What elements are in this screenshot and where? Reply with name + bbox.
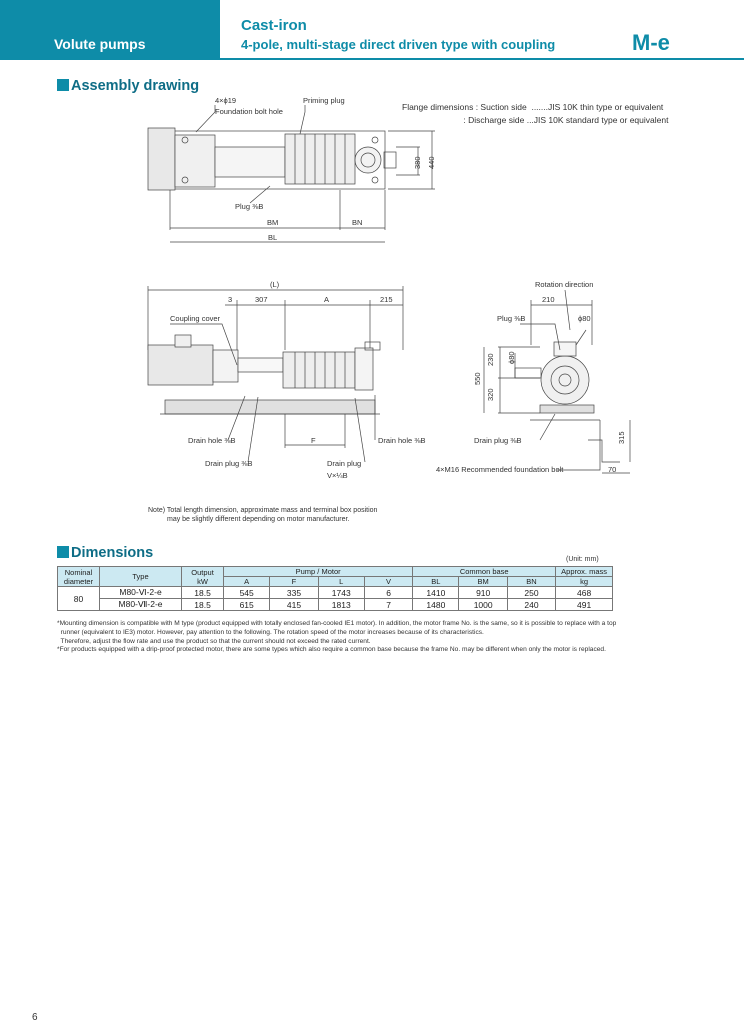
note-line2: may be slightly different depending on motor manufacturer. (167, 516, 350, 523)
side-view-drawing (148, 286, 403, 462)
side-dim-a: A (324, 295, 330, 304)
th-output (182, 567, 224, 587)
cell-type: M80-Ⅵ-2-e (100, 587, 182, 599)
th-v: V (364, 577, 412, 587)
side-dim-l: (L) (270, 280, 280, 289)
th-bl: BL (413, 577, 459, 587)
cell-mass: 491 (556, 599, 613, 611)
th-l: L (318, 577, 364, 587)
dimensions-table (57, 566, 613, 611)
flange-dimensions: Flange dimensions : Suction side .......JIS 10K thin type or equivalent : Discharge side ...JIS 10K standard type or equivalent (402, 102, 669, 125)
cell-output: 18.5 (182, 587, 224, 599)
drain-hole-left-label: Drain hole ⅜B (188, 436, 236, 445)
drain-hole-right-label: Drain hole ⅜B (378, 436, 426, 445)
footnotes (57, 620, 737, 655)
table-row (58, 599, 613, 611)
end-dim-210: 210 (542, 295, 555, 304)
dimensions-heading-text: Dimensions (71, 545, 154, 561)
footnote-1: *Mounting dimension is compatible with M type (product equipped with totally enclosed fan-cooled IE1 motor). In addition, the motor frame No. is the same, so it is possible to replace with a top (57, 620, 617, 627)
category-label: Volute pumps (54, 36, 146, 52)
th-bm: BM (459, 577, 507, 587)
rotation-direction-label: Rotation direction (535, 280, 594, 289)
th-type: Type (100, 567, 182, 587)
end-drain-plug-label: Drain plug ⅜B (474, 436, 522, 445)
top-foundation-bolt-hole: Foundation bolt hole (215, 107, 283, 116)
table-row (58, 587, 613, 599)
th-pump-motor: Pump / Motor (224, 567, 413, 577)
top-dim-380: 380 (413, 156, 422, 169)
th-a: A (224, 577, 270, 587)
end-dim-315: 315 (617, 431, 626, 444)
cell-mass: 468 (556, 587, 613, 599)
top-priming-plug: Priming plug (303, 96, 345, 105)
end-dim-320: 320 (486, 388, 495, 401)
end-plug-label: Plug ⅜B (497, 314, 526, 323)
th-output-unit: kW (197, 576, 208, 586)
top-dim-440: 440 (427, 156, 436, 169)
cell-a: 545 (224, 587, 270, 599)
th-mass-unit: kg (556, 577, 613, 587)
cell-bl: 1480 (413, 599, 459, 611)
cell-bm: 1000 (459, 599, 507, 611)
footnote-4: *For products equipped with a drip-proof protected motor, there are some types which also require a common base because the frame No. may be different when only the motor is replaced. (57, 646, 606, 654)
cell-bn: 240 (507, 599, 555, 611)
assembly-heading-text: Assembly drawing (71, 78, 200, 94)
th-bn: BN (507, 577, 555, 587)
title-line1: Cast-iron (241, 17, 307, 34)
foundation-bolt-label: 4×M16 Recommended foundation bolt (436, 465, 564, 474)
unit-label: (Unit: mm) (566, 556, 599, 563)
top-dim-bm: BM (267, 218, 279, 227)
page-number: 6 (32, 1012, 38, 1023)
cell-v: 6 (364, 587, 412, 599)
cell-v: 7 (364, 599, 412, 611)
side-dim-f: F (311, 436, 316, 445)
side-dim-307: 307 (255, 295, 268, 304)
th-nominal: Nominal diameter (58, 567, 100, 587)
cell-nominal: 80 (58, 587, 100, 611)
end-phi80-top: ϕ80 (578, 314, 591, 323)
cell-l: 1743 (318, 587, 364, 599)
end-dim-70: 70 (608, 465, 617, 474)
end-dim-550: 550 (473, 372, 482, 385)
cell-bm: 910 (459, 587, 507, 599)
top-dim-bn: BN (352, 218, 363, 227)
cell-a: 615 (224, 599, 270, 611)
top-view-drawing (148, 105, 435, 242)
cell-f: 335 (270, 587, 318, 599)
model-code: M-e (632, 30, 670, 55)
th-output-label: Output (191, 567, 214, 577)
top-plug-label: Plug ⅜B (235, 202, 264, 211)
cell-bl: 1410 (413, 587, 459, 599)
cell-l: 1813 (318, 599, 364, 611)
cell-bn: 250 (507, 587, 555, 599)
footnote-2: runner (equivalent to IE3) motor. However, pay attention to the following. The rotation speed of the motor increases because of its characteristics. (57, 628, 484, 636)
th-common-base: Common base (413, 567, 556, 577)
end-dim-230: 230 (486, 353, 495, 366)
title-line2: 4-pole, multi-stage direct driven type with coupling (241, 37, 556, 52)
dimensions-heading (57, 545, 153, 561)
top-dim-bl: BL (268, 233, 278, 242)
side-dim-215: 215 (380, 295, 393, 304)
end-phi80-side: ϕ80 (507, 351, 516, 364)
side-dim-3: 3 (228, 295, 233, 304)
top-bolt-count: 4×ϕ19 (215, 96, 237, 105)
coupling-cover-label: Coupling cover (170, 314, 221, 323)
footnote-3: Therefore, adjust the flow rate and use the product so that the current should not exceed the rated current. (57, 637, 371, 645)
cell-type: M80-Ⅶ-2-e (100, 599, 182, 611)
heading-square-icon (57, 546, 69, 558)
cell-f: 415 (270, 599, 318, 611)
drain-plug-mid-label: Drain plug (327, 459, 362, 468)
drain-plug-left-label: Drain plug ⅜B (205, 459, 253, 468)
drain-plug-v-label: V×¼B (327, 471, 348, 480)
th-f: F (270, 577, 318, 587)
th-mass: Approx. mass (556, 567, 613, 577)
note-line1: Note) Total length dimension, approximate mass and terminal box position (148, 507, 378, 514)
cell-output: 18.5 (182, 599, 224, 611)
